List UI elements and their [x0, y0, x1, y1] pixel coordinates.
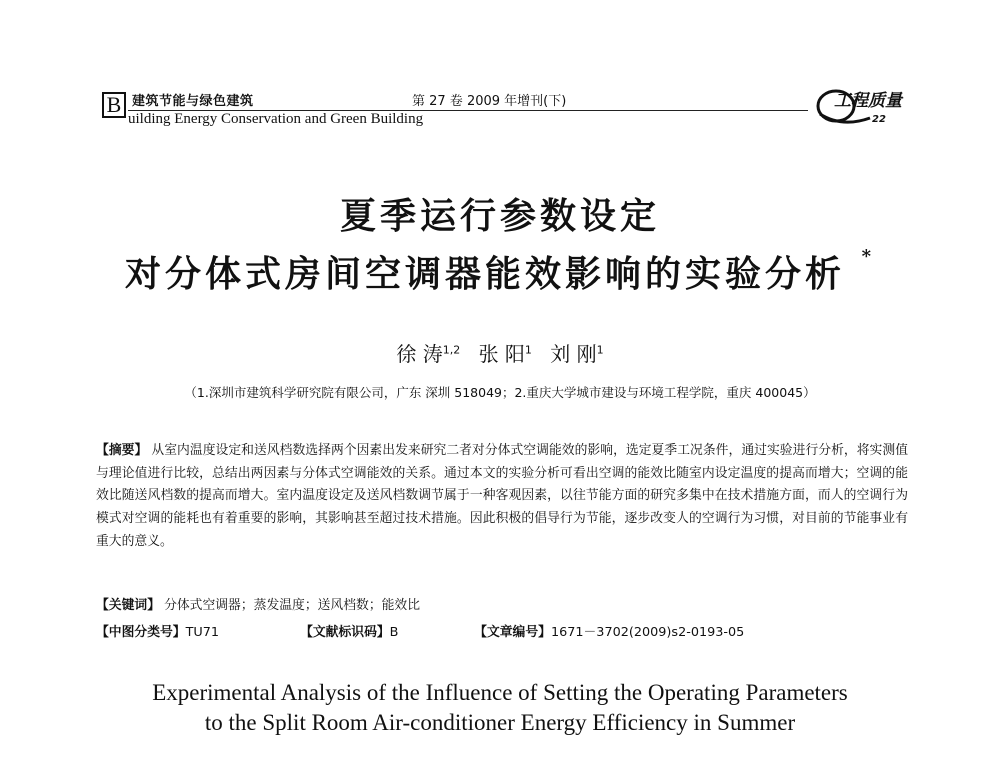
- document-code: 【文献标识码】B: [300, 625, 399, 640]
- author: 刘 刚$^1$: [550, 342, 604, 366]
- clc-number: 【中图分类号】TU71: [96, 625, 220, 640]
- classification-line: [96, 621, 908, 640]
- abstract-label: 【摘要】: [96, 443, 148, 458]
- title-cn-line-2-text: 对分体式房间空调器能效影响的实验分析: [125, 253, 846, 295]
- title-en-line-2: to the Split Room Air-conditioner Energy Efficiency in Summer: [204, 710, 796, 735]
- affiliations: （1.深圳市建筑科学研究院有限公司，广东 深圳 518049；2.重庆大学城市建设与环境工程学院，重庆 400045）: [184, 385, 816, 400]
- journal-logo: B: [102, 92, 126, 118]
- issue-info: 第 27 卷 2009 年增刊(下): [412, 94, 567, 109]
- quality-logo: [812, 84, 902, 128]
- title-cn-line-2: [0, 246, 1000, 297]
- author: 徐 涛$^{1,2}$: [396, 342, 461, 366]
- keywords: [96, 594, 908, 613]
- quality-logo-sub: 22: [872, 114, 886, 125]
- title-footnote-mark: *: [861, 246, 875, 267]
- author-list: [0, 338, 1000, 367]
- title-cn-line-1: 夏季运行参数设定: [339, 195, 660, 237]
- article-number: 【文章编号】1671－3702(2009)s2-0193-05: [474, 625, 745, 640]
- title-en-line-1: Experimental Analysis of the Influence of Setting the Operating Parameters: [152, 680, 848, 705]
- abstract: [96, 440, 908, 554]
- author: 张 阳$^1$: [478, 342, 532, 366]
- quality-logo-text: 工程质量: [834, 91, 902, 111]
- abstract-text: 从室内温度设定和送风档数选择两个因素出发来研究二者对分体式空调能效的影响，选定夏季工况条件，通过实验进行分析，将实测值与理论值进行比较，总结出两因素与分体式空调能效的关系。通过本文的实验分析可看出空调的能效比随室内设定温度的提高而增大；空调的能效比随送风档数的提高而增大。室内温度设定及送风档数调节属于一种客观因素，以往节能方面的研究多集中在技术措施方面，而人的空调行为模式对空调的能耗也有着重要的影响，其影响甚至超过技术措施。因此积极的倡导行为节能，逐步改变人的空调行为习惯，对目前的节能事业有重大的意义。: [96, 443, 909, 549]
- keywords-text: 分体式空调器；蒸发温度；送风档数；能效比: [164, 598, 420, 613]
- journal-name-cn: 建筑节能与绿色建筑: [132, 94, 254, 109]
- keywords-label: 【关键词】: [96, 598, 160, 613]
- journal-name-en: uilding Energy Conservation and Green Building: [128, 111, 424, 127]
